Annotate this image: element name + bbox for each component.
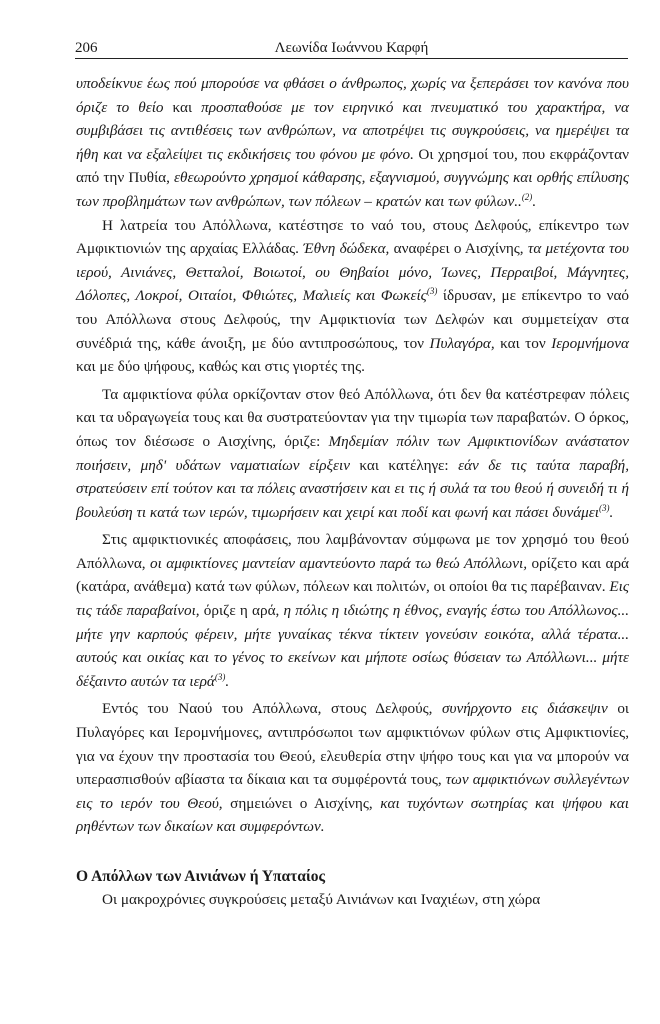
text-run: Η λατρεία του Απόλλωνα, κατέστησε το ναό του, στους Δελφούς, επίκεντρο των Αμφικτιονιών της αρχαίας Ελλάδας.	[76, 216, 629, 258]
paragraph-2	[76, 214, 629, 379]
italic-run: Έθνη δώδεκα,	[303, 240, 390, 258]
italic-run: εάν δε τις ταύτα παραβή, στρατεύσειν επί τούτον και τα πόλεις αναστήσειν και ει τις ή συλά τα του θεού ή συνειδή τι ή βουλεύση τι κατά των ιερών, τιμωρήσειν και χειρί και ποδί και φωνή και πάσει δυνάμει	[76, 456, 629, 521]
footnote-ref: (3)	[426, 286, 438, 297]
section-heading: Ο Απόλλων των Αινιάνων ή Υπαταίος	[76, 868, 326, 885]
text-run: Εντός του Ναού του Απόλλωνα, στους Δελφούς,	[102, 700, 442, 718]
paragraph-4	[76, 528, 629, 693]
italic-run: τα μετέχοντα του ιερού, Αινιάνες, Θετταλοί, Βοιωτοί, ου Θηβαίοι μόνο, Ίωνες, Περραιβοί, Μάγνητες, Δόλοπες, Λοκροί, Οιταίοι, Φθιώτες, Μαλιείς και Φωκείς	[76, 240, 629, 305]
text-run: όριζε η αρά,	[199, 602, 284, 620]
text-run: αναφέρει ο Αισχίνης,	[389, 240, 528, 258]
italic-run: Εις τις τάδε παραβαίνοι,	[76, 578, 629, 620]
italic-run: Ιερομνήμονα	[551, 334, 629, 352]
paragraph-3	[76, 383, 629, 525]
text-run: και τον	[494, 334, 552, 352]
text-run: σημειώνει ο Αισχίνης,	[222, 794, 381, 812]
section-first-line: Οι μακροχρόνιες συγκρούσεις μεταξύ Αινιάνων και Ιναχιέων, στη χώρα	[102, 891, 541, 908]
paragraph-1	[76, 72, 629, 214]
italic-run: .	[532, 192, 537, 210]
italic-run: και τυχόντων σωτηρίας και ψήφου και ρηθέντων των δικαίων και συμφερόντων.	[76, 794, 629, 836]
page-number: 206	[75, 40, 98, 56]
italic-run: η πόλις η ιδιώτης η έθνος, εναγής έστω του Απόλλωνος... μήτε γην καρπούς φέρειν, μήτε γυναίκας τέκνα τίκτειν γονεύσιν εοικότα, αλλά τέρατα... αυτούς και οικίας και το γένος το εκείνων και μήποτε οσίως θύσειαν τω Απόλλωνι... μήτε δέξαιντο αυτών τα ιερά	[76, 602, 629, 690]
italic-run: συνήρχοντο εις διάσκεψιν	[442, 700, 608, 718]
footnote-ref: (3)	[599, 502, 610, 513]
body-text	[76, 72, 629, 912]
footnote-ref: (3)	[214, 671, 226, 682]
text-run: ίδρυσαν, με επίκεντρο το ναό του Απόλλωνα στους Δελφούς, την Αμφικτιονία των Δελφών και συμμετείχαν στα συνέδριά της, κάθε άνοιξη, με δύο αντιπροσώπους, τον	[76, 287, 629, 352]
italic-run: προσπαθούσε με τον ειρηνικό και πνευματικό του χαρακτήρα, να συμβιβάσει τις αντιθέσεις των ανθρώπων, να αποτρέψει τις συγκρούσεις, να ημερέψει τα ήθη και να εξαλείψει τις εκδικήσεις του φόνου με φόνο.	[76, 98, 629, 163]
italic-run: εθεωρούντο χρησμοί κάθαρσης, εξαγνισμού, συγγνώμης και ορθής επίλυσης των προβλημάτων των ανθρώπων, των πόλεων – κρατών και των φύλων..	[76, 169, 629, 210]
running-header	[75, 38, 628, 59]
italic-run: Μηδεμίαν πόλιν των Αμφικτιονίδων ανάστατον ποιήσειν, μηδ' υδάτων ναματιαίων είρξειν	[76, 432, 629, 474]
text-run: ορίζετο και αρά (κατάρα, ανάθεμα) κατά των φύλων, πόλεων και πολιτών, οι οποίοι θα τις παρέβαιναν.	[76, 554, 629, 596]
text-run: και με δύο ψήφους, καθώς και στις γιορτές της.	[76, 358, 365, 376]
text-run: και	[163, 98, 202, 116]
text-run: οι Πυλαγόρες και Ιερομνήμονες, αντιπρόσωποι των αμφικτιόνων φύλων στις Αμφικτιονίες, για να έχουν την προστασία του Θεού, ελευθερία στην ψήφο τους και για να μπορούν να υπερασπισθούν αβίαστα τα δίκαια και τα συμφέροντά τους,	[76, 700, 629, 789]
italic-run: .	[609, 503, 614, 521]
footnote-ref: (2)	[521, 191, 533, 202]
italic-run: οι αμφικτίονες μαντείαν αμαντεύοντο παρά τω θεώ Απόλλωνι,	[150, 554, 528, 572]
text-run: Οι χρησμοί του, που εκφράζονταν από την Πυθία,	[76, 145, 629, 187]
running-title: Λεωνίδα Ιωάννου Καρφή	[274, 40, 429, 56]
italic-run: υποδείκνυε έως πού μπορούσε να φθάσει ο άνθρωπος, χωρίς να ξεπεράσει τον κανόνα που όριζε το θείο	[76, 75, 629, 116]
italic-run: Πυλαγόρα,	[429, 334, 495, 352]
text-run: Τα αμφικτίονα φύλα ορκίζονταν στον θεό Απόλλωνα, ότι δεν θα κατέστρεφαν πόλεις και τα υδραγωγεία τους και θα συστρατεύονταν για την τιμωρία των παραβατών. Ο όρκος, όπως τον διέσωσε ο Αισχίνης, όριζε:	[76, 385, 629, 450]
italic-run: .	[225, 672, 230, 690]
text-run: και κατέληγε:	[349, 456, 459, 474]
italic-run: των αμφικτιόνων συλλεγέντων εις το ιερόν του Θεού,	[76, 771, 629, 812]
text-run: Στις αμφικτιονικές αποφάσεις, που λαμβάνονταν σύμφωνα με τον χρησμό του θεού Απόλλωνα,	[76, 531, 629, 572]
paragraph-5	[76, 697, 629, 839]
